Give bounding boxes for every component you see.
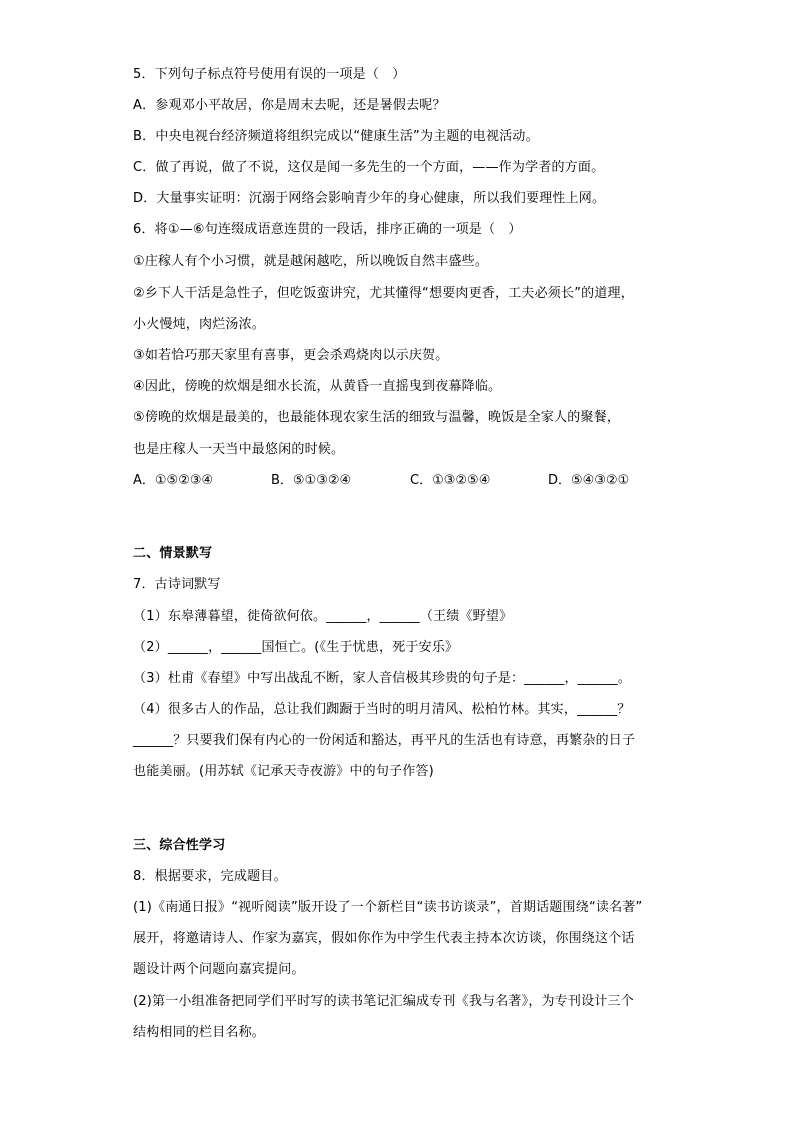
q8-part-2-cont: 结构相同的栏目名称。 [133,1025,266,1040]
q6-option-a: A．①⑤②③④ [133,473,214,488]
q5-stem: 5．下列句子标点符号使用有误的一项是（ ） [133,67,406,82]
q7-stem: 7．古诗词默写 [133,577,221,592]
q7-item-4-cont2: 也能美丽。(用苏轼《记承天寺夜游》中的句子作答) [133,764,434,779]
q5-option-a: A．参观邓小平故居，你是周末去呢，还是暑假去呢？ [133,98,446,113]
q5-option-c: C．做了再说，做了不说，这仅是闻一多先生的一个方面，——作为学者的方面。 [133,160,605,175]
q5-option-d: D．大量事实证明：沉溺于网络会影响青少年的身心健康，所以我们要理性上网。 [133,191,606,206]
section-3-title: 三、综合性学习 [133,838,226,853]
q6-sentence-4: ④因此，傍晚的炊烟是细水长流，从黄昏一直摇曳到夜幕降临。 [133,379,502,394]
q8-part-2: (2)第一小组准备把同学们平时写的读书笔记汇编成专刊《我与名著》，为专刊设计三个 [133,994,634,1009]
q7-item-1: （1）东皋薄暮望，徙倚欲何依。______，______（王绩《野望》 [133,609,513,624]
q6-option-c: C．①③②⑤④ [410,473,491,488]
q6-sentence-1: ①庄稼人有个小习惯，就是越闲越吃，所以晚饭自然丰盛些。 [133,254,489,269]
q6-sentence-2: ②乡下人干活是急性子，但吃饭蛮讲究，尤其懂得“想要肉更香，工夫必须长”的道理， [133,286,634,301]
q6-sentence-2-cont: 小火慢炖，肉烂汤浓。 [133,317,266,332]
q8-part-1-cont: 展开，将邀请诗人、作家为嘉宾，假如你作为中学生代表主持本次访谈，你围绕这个话 [133,931,635,946]
q8-part-1: (1)《南通日报》“视听阅读”版开设了一个新栏目“读书访谈录”，首期话题围绕“读名著” [133,900,643,915]
q8-stem: 8．根据要求，完成题目。 [133,869,287,884]
q7-item-4-cont: ______？只要我们保有内心的一份闲适和豁达，再平凡的生活也有诗意，再繁杂的日子 [133,733,636,748]
q7-item-4: （4）很多古人的作品，总让我们踟蹰于当时的明月清风、松柏竹林。其实，______？ [133,702,631,717]
q6-option-d: D．⑤④③②① [548,473,630,488]
section-2-title: 二、情景默写 [133,546,213,561]
q6-sentence-3: ③如若恰巧那天家里有喜事，更会杀鸡烧肉以示庆贺。 [133,348,449,363]
q6-sentence-5-cont: 也是庄稼人一天当中最悠闲的时候。 [133,442,345,457]
q7-item-3: （3）杜甫《春望》中写出战乱不断，家人音信极其珍贵的句子是：______，______。 [133,671,632,686]
q6-stem: 6．将①—⑥句连缀成语意连贯的一段话，排序正确的一项是（ ） [133,222,522,237]
q7-item-2: （2）______，______国恒亡。(《生于忧患，死于安乐》 [133,640,459,655]
q5-option-b: B．中央电视台经济频道将组织完成以“健康生活”为主题的电视活动。 [133,129,539,144]
q8-part-1-cont2: 题设计两个问题向嘉宾提问。 [133,962,305,977]
q6-option-b: B．⑤①③②④ [271,473,352,488]
q6-sentence-5: ⑤傍晚的炊烟是最美的，也最能体现农家生活的细致与温馨，晚饭是全家人的聚餐， [133,410,621,425]
